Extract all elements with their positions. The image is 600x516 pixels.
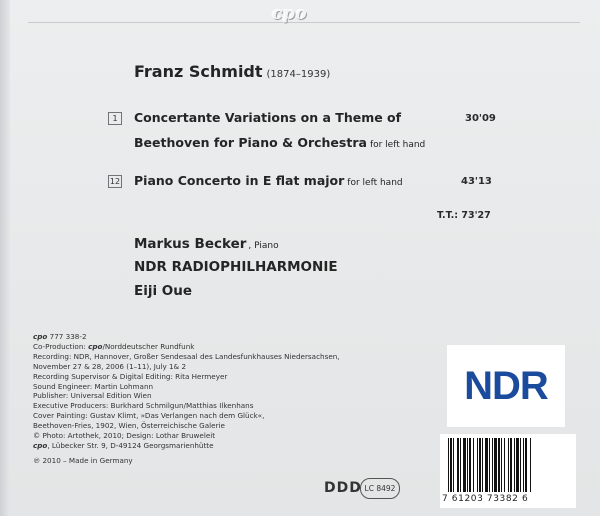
barcode-bar [453, 438, 454, 492]
track-title-text: Piano Concerto in E flat major [134, 173, 345, 188]
barcode-bar [510, 438, 512, 492]
copyright-line: ℗ 2010 – Made in Germany [33, 455, 133, 465]
orchestra: NDR RADIOPHILHARMONIE [134, 259, 338, 275]
barcode-bars [448, 438, 568, 494]
cpo-logo: cpo [272, 4, 308, 24]
barcode-bar [501, 438, 502, 492]
track-title-line [134, 135, 425, 150]
photo-design-line: © Photo: Artothek, 2010; Design: Lothar Bruweleit [33, 431, 216, 441]
barcode-bar [523, 438, 524, 492]
barcode-bar [485, 438, 488, 492]
total-time: T.T.: 73'27 [437, 210, 491, 221]
publisher-line: Publisher: Universal Edition Wien [33, 391, 152, 401]
track-title-line: Concertante Variations on a Theme of [134, 110, 402, 125]
catalog-number: cpo 777 338-2 [33, 332, 87, 341]
soloist-role: , Piano [248, 241, 279, 251]
barcode-bar [530, 438, 531, 492]
track-number-box: 1 [108, 112, 122, 125]
soloist [134, 236, 279, 252]
barcode-bar [525, 438, 527, 492]
barcode-bar [498, 438, 500, 492]
barcode-bar [489, 438, 490, 492]
address-line: cpo, Lübecker Str. 9, D-49124 Georgsmarienhütte [33, 440, 214, 450]
barcode-bar [463, 438, 466, 492]
track-note: for left hand [369, 140, 426, 150]
track-duration: 43'13 [461, 176, 492, 187]
barcode-bar [450, 438, 452, 492]
barcode-bar [467, 438, 468, 492]
ndr-logo-text: NDR [464, 363, 548, 408]
composer-heading [134, 62, 330, 81]
barcode [440, 434, 576, 508]
barcode-bar [479, 438, 481, 492]
track-note: for left hand [347, 178, 403, 188]
barcode-bar [482, 438, 483, 492]
barcode-bar [448, 438, 449, 492]
barcode-bar [520, 438, 521, 492]
credits-block [33, 332, 363, 466]
barcode-bar [508, 438, 509, 492]
supervisor-line: Recording Supervisor & Digital Editing: Rita Hermeyer [33, 371, 228, 381]
barcode-bar [457, 438, 459, 492]
label-code-badge: LC 8492 [360, 478, 400, 499]
ddd-badge: DDD [324, 480, 362, 496]
barcode-bar [494, 438, 497, 492]
barcode-bar [504, 438, 505, 492]
track-title-text: Beethoven for Piano & Orchestra [134, 135, 367, 150]
composer-dates: (1874–1939) [266, 69, 331, 80]
barcode-bar [469, 438, 471, 492]
barcode-bar [492, 438, 493, 492]
track-number-box: 12 [109, 177, 121, 186]
barcode-bar [514, 438, 515, 492]
track-title-line [134, 173, 403, 188]
barcode-bar [477, 438, 478, 492]
soloist-name: Markus Becker [134, 236, 247, 252]
engineer-line: Sound Engineer: Martin Lohmann [33, 381, 154, 391]
cover-painting-line-2: Beethoven-Fries, 1902, Wien, Österreichische Galerie [33, 421, 225, 431]
barcode-bar [473, 438, 474, 492]
coproduction-line: Co-Production: cpo/Norddeutscher Rundfunk [33, 341, 195, 351]
conductor: Eiji Oue [134, 283, 193, 299]
barcode-digits: 7 61203 73382 6 [442, 494, 529, 504]
spine-edge [0, 0, 10, 516]
executive-line: Executive Producers: Burkhard Schmilgun/Matthias Ilkenhans [33, 401, 254, 411]
composer-name: Franz Schmidt [134, 62, 263, 81]
recording-dates-line: November 27 & 28, 2006 (1–11), July 1& 2 [33, 361, 187, 371]
track-duration: 30'09 [465, 113, 496, 124]
recording-line: Recording: NDR, Hannover, Großer Sendesaal des Landesfunkhauses Niedersachsen, [33, 351, 340, 361]
barcode-bar [516, 438, 519, 492]
cover-painting-line: Cover Painting: Gustav Klimt, »Das Verlangen nach dem Glück«, [33, 411, 265, 421]
ndr-logo [447, 345, 565, 427]
barcode-bar [460, 438, 461, 492]
